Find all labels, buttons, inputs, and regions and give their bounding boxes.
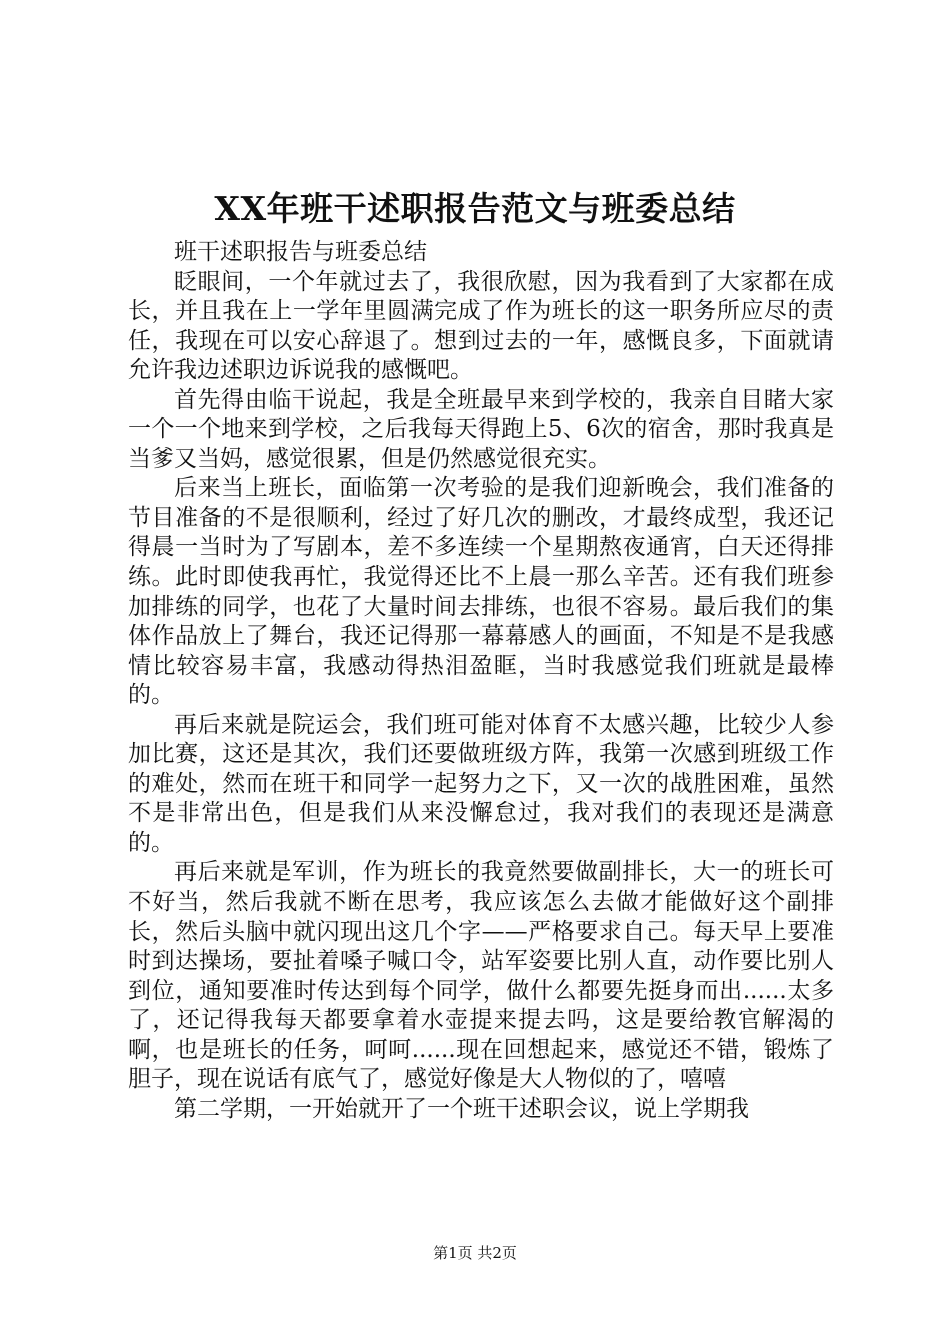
paragraph-welcome-party: 后来当上班长，面临第一次考验的是我们迎新晚会，我们准备的节目准备的不是很顺利，经过了好几次的删改，才最终成型，我还记得晨一当时为了写剧本，差不多连续一个星期熬夜通宵，白天还得排练。此时即使我再忙，我觉得还比不上晨一那么辛苦。还有我们班参加排练的同学，也花了大量时间去排练，也很不容易。最后我们的集体作品放上了舞台，我还记得那一幕幕感人的画面，不知是不是我感情比较容易丰富，我感动得热泪盈眶，当时我感觉我们班就是最棒的。 [128, 475, 834, 709]
paragraph-sports-meet: 再后来就是院运会，我们班可能对体育不太感兴趣，比较少人参加比赛，这还是其次，我们还要做班级方阵，我第一次感到班级工作的难处，然而在班干和同学一起努力之下，又一次的战胜困难，虽然不是非常出色，但是我们从来没懈怠过，我对我们的表现还是满意的。 [128, 711, 834, 856]
paragraph-second-semester: 第二学期，一开始就开了一个班干述职会议，说上学期我 [174, 1095, 749, 1122]
paragraph-military-training: 再后来就是军训，作为班长的我竟然要做副排长，大一的班长可不好当，然后我就不断在思考，我应该怎么去做才能做好这个副排长，然后头脑中就闪现出这几个字——严格要求自己。每天早上要准时到达操场，要扯着嗓子喊口令，站军姿要比别人直，动作要比别人到位，通知要准时传达到每个同学，做什么都要先挺身而出......太多了，还记得我每天都要拿着水壶提来提去吗，这是要给教官解渴的啊，也是班长的任务，呵呵......现在回想起来，感觉还不错，锻炼了胆子，现在说话有底气了，感觉好像是大人物似的了，嘻嘻 [128, 859, 834, 1093]
document-title: XX年班干述职报告范文与班委总结 [214, 189, 736, 228]
paragraph-subtitle: 班干述职报告与班委总结 [174, 239, 427, 265]
paragraph-intro: 眨眼间，一个年就过去了，我很欣慰，因为我看到了大家都在成长，并且我在上一学年里圆满完成了作为班长的这一职务所应尽的责任，我现在可以安心辞退了。想到过去的一年，感慨良多，下面就请允许我边述职边诉说我的感慨吧。 [128, 268, 834, 384]
page-number-footer: 第1页 共2页 [433, 1244, 517, 1262]
paragraph-first-days: 首先得由临干说起，我是全班最早来到学校的，我亲自目睹大家一个一个地来到学校，之后我每天得跑上5、6次的宿舍，那时我真是当爹又当妈，感觉很累，但是仍然感觉很充实。 [128, 386, 834, 472]
document-body [128, 238, 834, 1124]
